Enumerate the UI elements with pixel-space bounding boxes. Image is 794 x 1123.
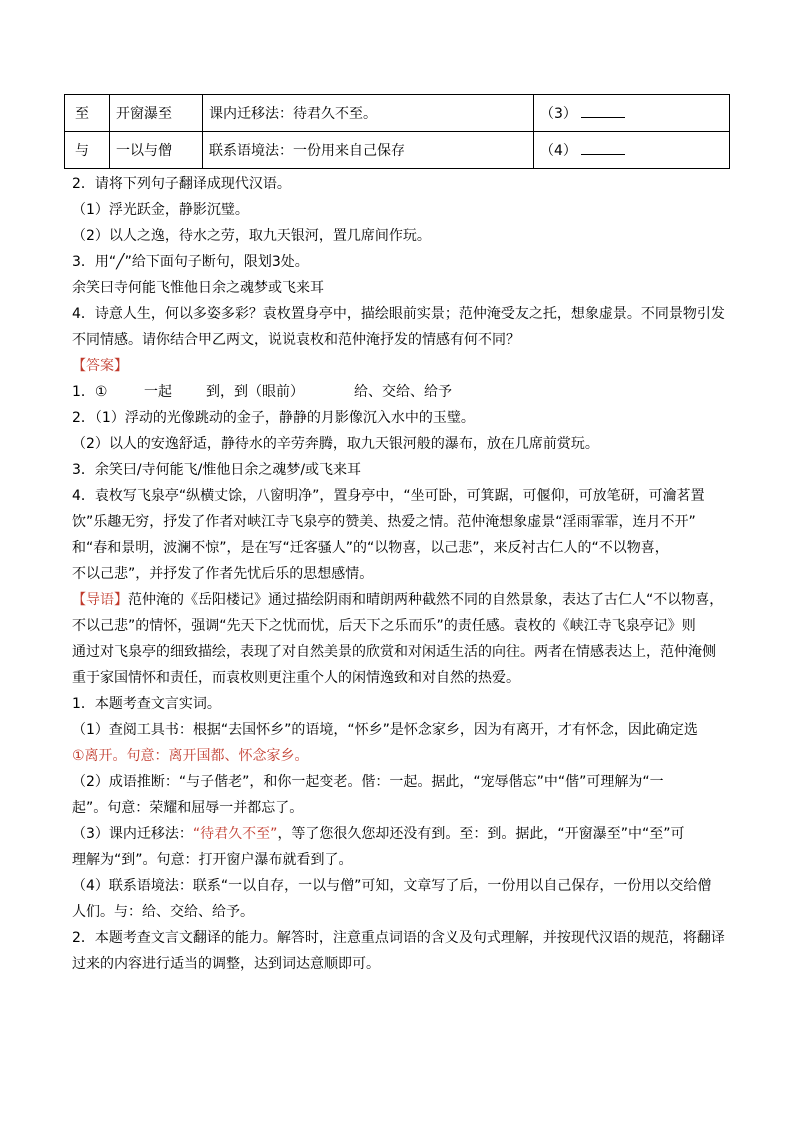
explanation-1: 1．本题考查文言实词。 xyxy=(72,696,221,712)
method-cell: 联系语境法：一份用来自己保存 xyxy=(203,132,534,169)
word-cell: 与 xyxy=(65,132,110,169)
explanation-1-3-line-1: （3）课内迁移法：“待君久不至”，等了您很久您却还没有到。至：到。据此，“开窗瀑至”中“至”可 xyxy=(72,826,685,842)
explanation-2-line-2: 过来的内容进行适当的调整，达到词达意顺即可。 xyxy=(72,956,380,972)
phrase-cell: 开窗瀑至 xyxy=(110,95,203,132)
answer-2-2: （2）以人的安逸舒适，静待水的辛劳奔腾，取九天银河般的瀑布，放在几席前赏玩。 xyxy=(72,436,599,452)
guide-line-2: 不以己悲”的情怀，强调“先天下之忧而忧，后天下之乐而乐”的责任感。袁枚的《峡江寺飞泉亭记》则 xyxy=(72,618,696,634)
answer-4-line-3: 和“春和景明，波澜不惊”，是在写“迁客骚人”的“以物喜，以己悲”，来反衬古仁人的“不以物喜， xyxy=(72,540,669,556)
quoted-phrase: “待君久不至” xyxy=(192,826,278,842)
answer-blank xyxy=(581,105,625,118)
question-3: 3．用“╱”给下面句子断句，限划3处。 xyxy=(72,254,309,270)
question-4-line-1: 4．诗意人生，何以多姿多彩？袁枚置身亭中，描绘眼前实景；范仲淹受友之托，想象虚景。不同景物引发 xyxy=(72,306,725,322)
answer-3: 3．余笑曰/寺何能飞/惟他日余之魂梦/或飞来耳 xyxy=(72,462,362,478)
answer-blank xyxy=(581,142,625,155)
answer-blank-cell: （3） xyxy=(534,95,730,132)
question-2-item-1: （1）浮光跃金，静影沉璧。 xyxy=(72,202,249,218)
method-cell: 课内迁移法：待君久不至。 xyxy=(203,95,534,132)
table-row xyxy=(65,95,730,132)
guide-line-4: 重于家国情怀和责任，而袁枚则更注重个人的闲情逸致和对自然的热爱。 xyxy=(72,670,520,686)
explanation-1-4-line-2: 人们。与：给、交给、给予。 xyxy=(72,904,254,920)
question-4-line-2: 不同情感。请你结合甲乙两文，说说袁枚和范仲淹抒发的情感有何不同？ xyxy=(72,332,520,348)
question-3-text: 余笑曰寺何能飞惟他日余之魂梦或飞来耳 xyxy=(72,280,324,296)
answer-4-line-4: 不以己悲”，并抒发了作者先忧后乐的思想感情。 xyxy=(72,566,374,582)
answer-4-line-1: 4．袁枚写飞泉亭“纵横丈馀，八窗明净”，置身亭中，“坐可卧，可箕踞，可偃仰，可放笔研，可瀹茗置 xyxy=(72,488,705,504)
table-row xyxy=(65,132,730,169)
phrase-cell: 一以与僧 xyxy=(110,132,203,169)
answer-blank-cell: （4） xyxy=(534,132,730,169)
explanation-2-line-1: 2．本题考查文言文翻译的能力。解答时，注意重点词语的含义及句式理解，并按现代汉语的规范，将翻译 xyxy=(72,930,725,946)
vocab-table xyxy=(64,94,730,169)
word-cell: 至 xyxy=(65,95,110,132)
explanation-1-2-line-2: 起”。句意：荣耀和屈辱一并都忘了。 xyxy=(72,800,304,816)
document-body xyxy=(72,171,732,977)
question-2: 2．请将下列句子翻译成现代汉语。 xyxy=(72,176,291,192)
answer-4-line-2: 饮”乐趣无穷，抒发了作者对峡江寺飞泉亭的赞美、热爱之情。范仲淹想象虚景“淫雨霏霏，连月不开” xyxy=(72,514,696,530)
explanation-1-3-line-2: 理解为“到”。句意：打开窗户瀑布就看到了。 xyxy=(72,852,353,868)
answer-2-1: 2．（1）浮动的光像跳动的金子，静静的月影像沉入水中的玉璧。 xyxy=(72,410,475,426)
answer-1: 1．① 一起 到，到（眼前） 给、交给、给予 xyxy=(72,384,452,400)
guide-line-3: 通过对飞泉亭的细致描绘，表现了对自然美景的欣赏和对闲适生活的向往。两者在情感表达上，范仲淹侧 xyxy=(72,644,716,660)
explanation-1-2-line-1: （2）成语推断：“与子偕老”，和你一起变老。偕：一起。据此，“宠辱偕忘”中“偕”可理解为“一 xyxy=(72,774,664,790)
explanation-1-1-line-1: （1）查阅工具书：根据“去国怀乡”的语境，“怀乡”是怀念家乡，因为有离开，才有怀念，因此确定选 xyxy=(72,722,698,738)
guide-heading: 【导语】 xyxy=(72,592,128,608)
guide-line-1: 【导语】范仲淹的《岳阳楼记》通过描绘阴雨和晴朗两种截然不同的自然景象，表达了古仁人“不以物喜， xyxy=(72,592,724,608)
explanation-1-4-line-1: （4）联系语境法：联系“一以自存，一以与僧”可知，文章写了后，一份用以自己保存，一份用以交给僧 xyxy=(72,878,712,894)
explanation-1-1-line-2: ①离开。句意：离开国都、怀念家乡。 xyxy=(72,748,309,764)
question-2-item-2: （2）以人之逸，待水之劳，取九天银河，置几席间作玩。 xyxy=(72,228,431,244)
answer-heading: 【答案】 xyxy=(72,358,128,374)
